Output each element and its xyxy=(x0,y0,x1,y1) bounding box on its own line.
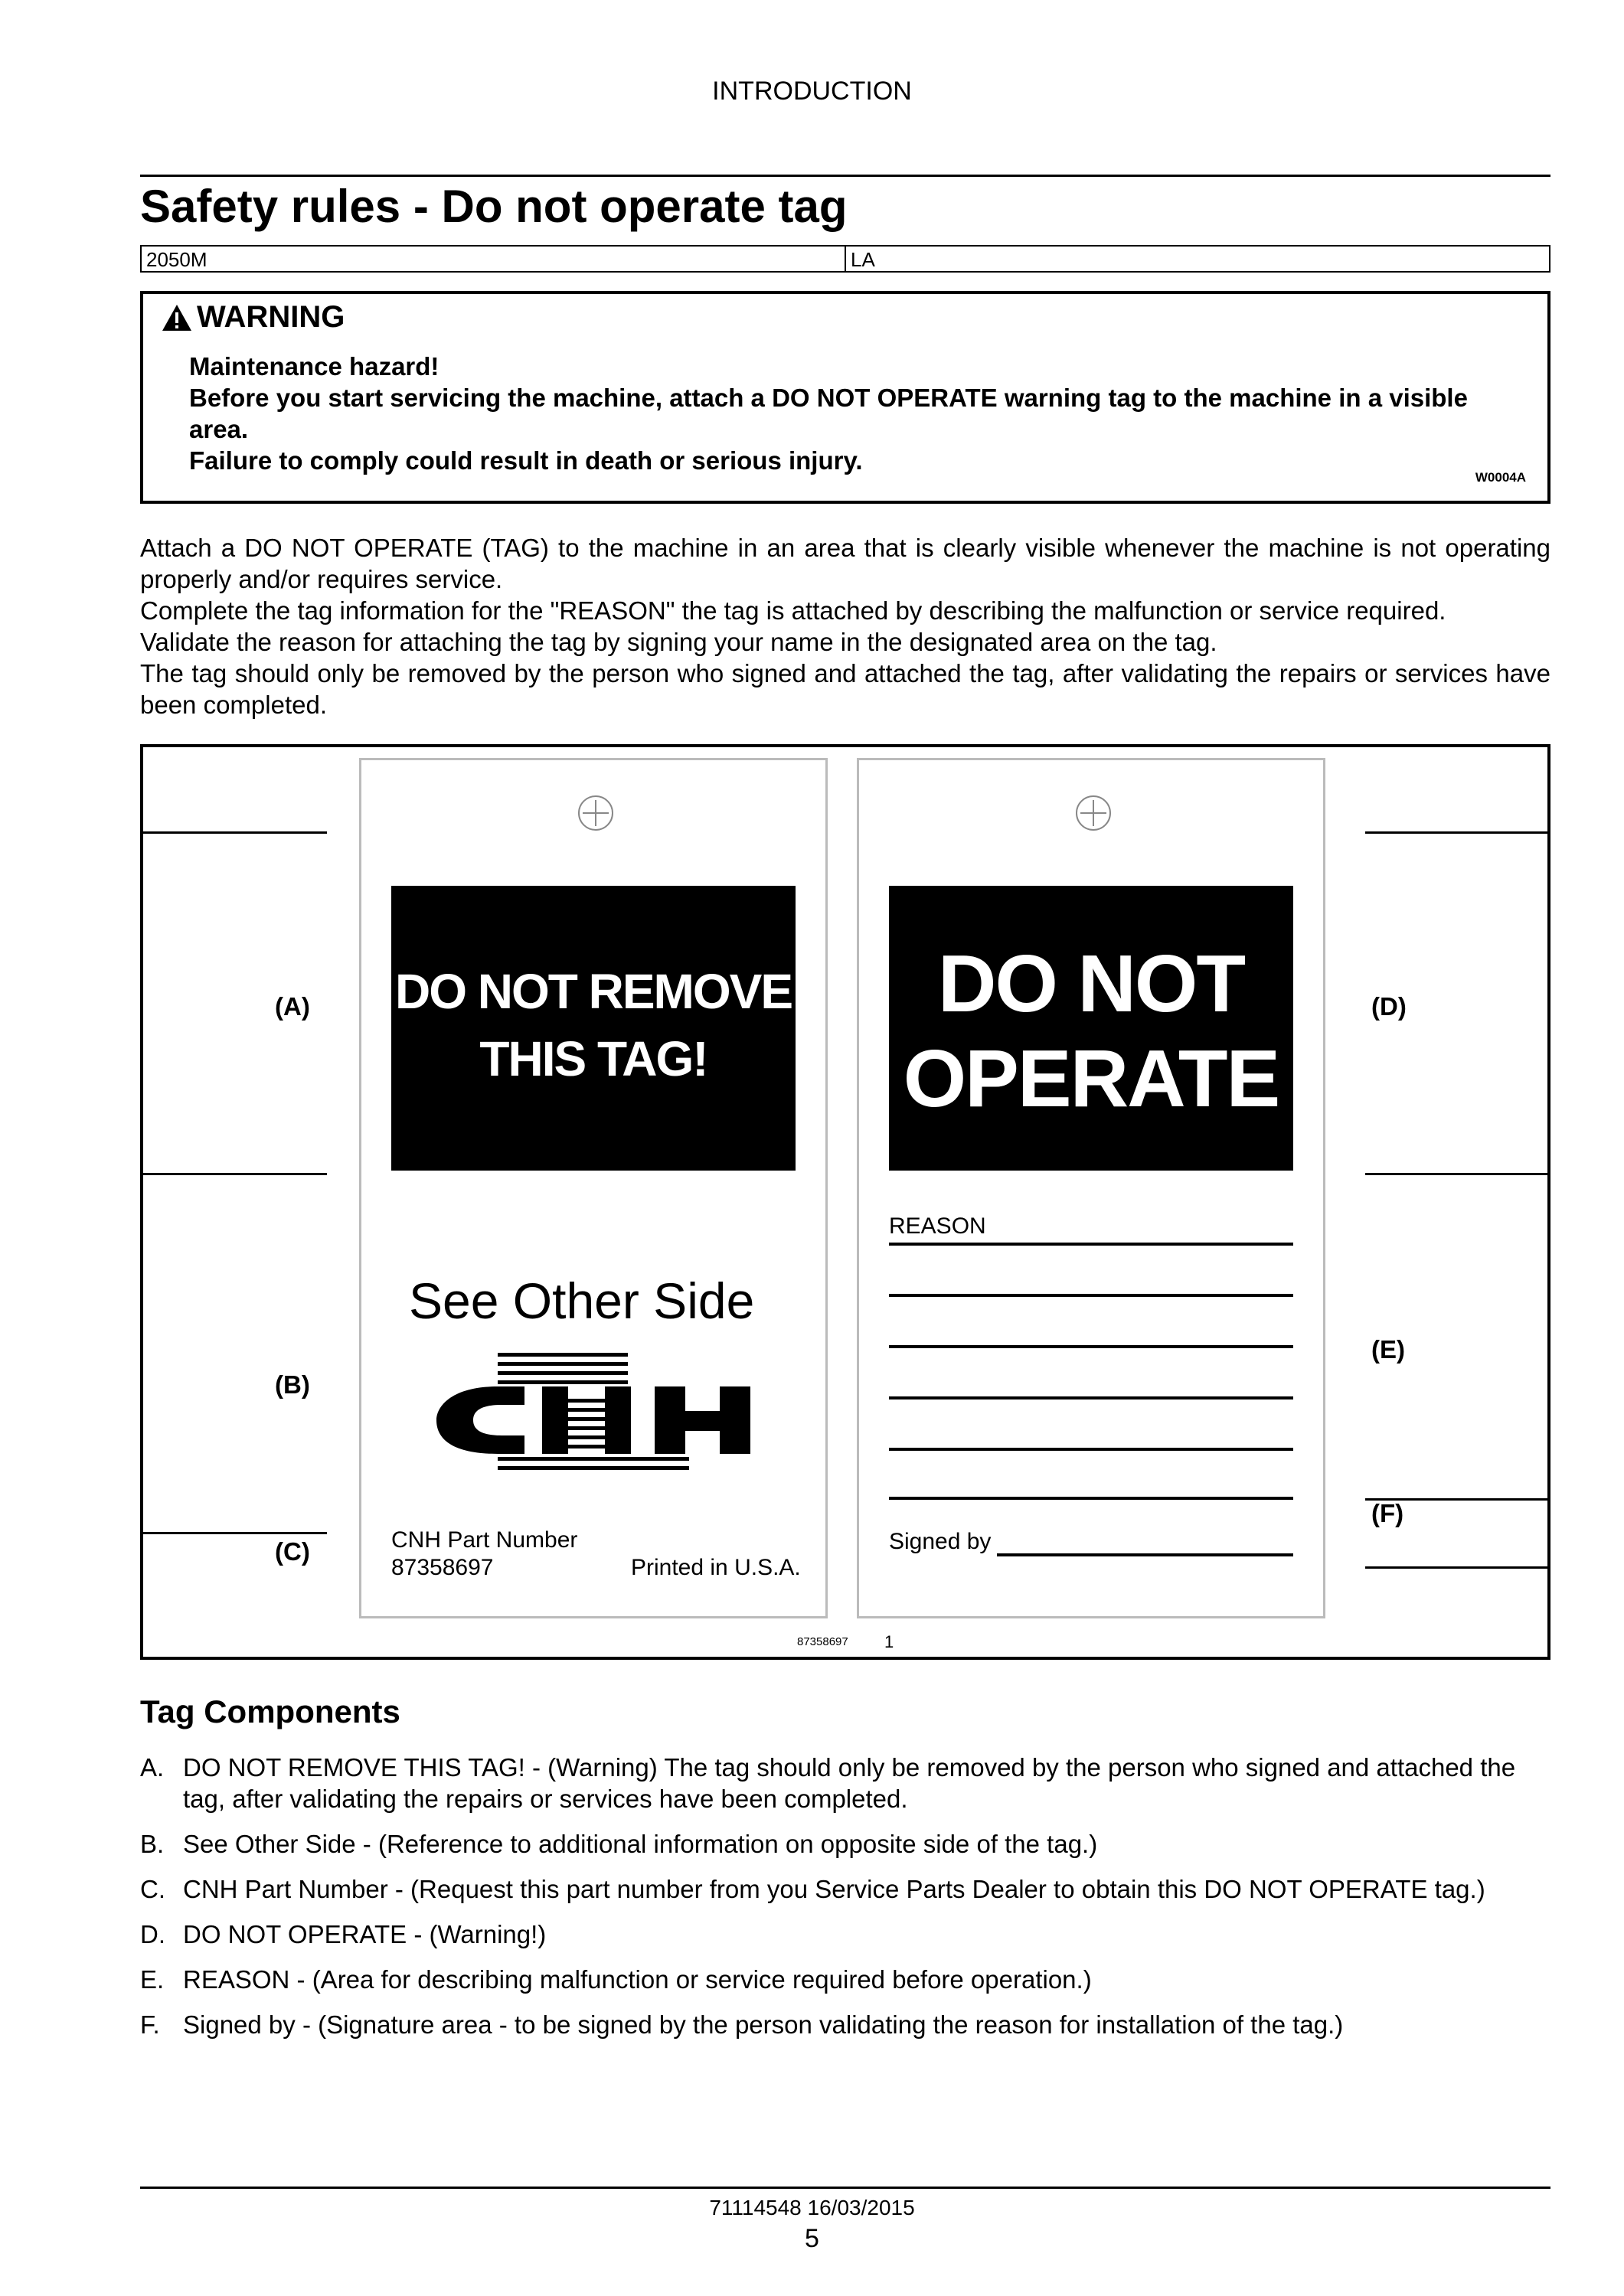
reason-line xyxy=(889,1294,1293,1297)
tag-hole-icon xyxy=(1076,795,1111,831)
section-header: INTRODUCTION xyxy=(712,77,912,106)
list-item-letter: A. xyxy=(140,1753,165,1782)
title-rule xyxy=(140,175,1550,177)
list-item-text: See Other Side - (Reference to additional information on opposite side of the tag.) xyxy=(183,1830,1098,1858)
reason-line xyxy=(889,1396,1293,1399)
callout-rule xyxy=(143,831,327,834)
remove-tag-line2: THIS TAG! xyxy=(479,1031,707,1086)
callout-f: (F) xyxy=(1371,1499,1404,1527)
reason-label: REASON xyxy=(889,1213,986,1239)
warning-box xyxy=(140,291,1550,504)
signature-line xyxy=(997,1553,1293,1556)
callout-rule xyxy=(1365,1566,1547,1569)
warning-heading-text: WARNING xyxy=(197,300,345,334)
callout-rule xyxy=(1365,831,1547,834)
cnh-logo xyxy=(436,1353,752,1475)
list-item-letter: D. xyxy=(140,1920,165,1948)
list-item-letter: B. xyxy=(140,1830,165,1858)
do-not-operate-panel xyxy=(889,886,1293,1171)
callout-rule xyxy=(1365,1173,1547,1175)
list-item-text: Signed by - (Signature area - to be signed by the person validating the reason for installation of the tag.) xyxy=(183,2010,1344,2039)
reason-line xyxy=(889,1448,1293,1451)
tag-components-heading: Tag Components xyxy=(140,1693,400,1729)
reason-line xyxy=(889,1345,1293,1348)
front-tag xyxy=(857,758,1325,1618)
warning-line: Maintenance hazard! xyxy=(189,352,439,380)
body-paragraph: Attach a DO NOT OPERATE (TAG) to the machine in an area that is clearly visible whenever the machine is not operating properly and/or requires service. xyxy=(140,534,1550,593)
warning-code: W0004A xyxy=(1475,470,1526,485)
body-paragraph: Complete the tag information for the "REASON" the tag is attached by describing the malfunction or service required. xyxy=(140,596,1446,625)
list-item xyxy=(140,2009,1550,2040)
reason-line xyxy=(889,1243,1293,1246)
list-item-text: CNH Part Number - (Request this part number from you Service Parts Dealer to obtain this DO NOT OPERATE tag.) xyxy=(183,1875,1485,1903)
part-number-label: CNH Part Number xyxy=(391,1527,578,1553)
body-text xyxy=(140,532,1550,720)
callout-c: (C) xyxy=(275,1537,310,1566)
list-item-text: REASON - (Area for describing malfunction or service required before operation.) xyxy=(183,1965,1092,1994)
reason-line xyxy=(889,1497,1293,1500)
footer-doc-code: 71114548 16/03/2015 xyxy=(709,2196,915,2219)
list-item xyxy=(140,1919,1550,1950)
body-paragraph: Validate the reason for attaching the tag by signing your name in the designated area on the tag. xyxy=(140,628,1217,656)
list-item xyxy=(140,1964,1550,1995)
list-item-letter: E. xyxy=(140,1965,165,1994)
figure-code: 87358697 xyxy=(797,1635,848,1648)
region-cell: LA xyxy=(845,247,1549,271)
callout-b: (B) xyxy=(275,1370,310,1399)
list-item-letter: C. xyxy=(140,1875,165,1903)
warning-heading xyxy=(162,300,345,335)
callout-a: (A) xyxy=(275,992,310,1021)
do-not-operate-line2: OPERATE xyxy=(903,1034,1279,1124)
signed-by-label: Signed by xyxy=(889,1529,992,1554)
body-paragraph: The tag should only be removed by the person who signed and attached the tag, after validating the repairs or services have been completed. xyxy=(140,659,1550,719)
warning-line: Failure to comply could result in death or serious injury. xyxy=(189,446,863,475)
callout-e: (E) xyxy=(1371,1335,1405,1364)
warning-line: Before you start servicing the machine, attach a DO NOT OPERATE warning tag to the machine in a visible area. xyxy=(189,384,1468,443)
callout-rule xyxy=(143,1173,327,1175)
printed-in: Printed in U.S.A. xyxy=(631,1555,801,1580)
warning-triangle-icon xyxy=(162,304,192,331)
list-item-letter: F. xyxy=(140,2010,160,2039)
model-cell: 2050M xyxy=(146,248,207,271)
page-title: Safety rules - Do not operate tag xyxy=(140,181,848,232)
see-other-side: See Other Side xyxy=(409,1272,755,1329)
figure-box xyxy=(140,744,1550,1660)
list-item xyxy=(140,1828,1550,1860)
do-not-operate-line1: DO NOT xyxy=(937,939,1245,1029)
tag-components-list xyxy=(140,1752,1550,2054)
remove-tag-line1: DO NOT REMOVE xyxy=(394,964,792,1019)
remove-tag-panel xyxy=(391,886,796,1171)
callout-d: (D) xyxy=(1371,992,1407,1021)
footer-rule xyxy=(140,2187,1550,2189)
back-tag xyxy=(359,758,828,1618)
figure-number: 1 xyxy=(884,1632,894,1651)
list-item-text: DO NOT OPERATE - (Warning!) xyxy=(183,1920,547,1948)
part-number: 87358697 xyxy=(391,1555,494,1580)
tag-hole-icon xyxy=(578,795,613,831)
list-item xyxy=(140,1873,1550,1905)
info-table xyxy=(140,245,1550,273)
callout-rule xyxy=(143,1532,327,1534)
page-number: 5 xyxy=(805,2224,819,2253)
list-item xyxy=(140,1752,1550,1814)
warning-text xyxy=(189,351,1521,476)
list-item-text: DO NOT REMOVE THIS TAG! - (Warning) The tag should only be removed by the person who signed and attached the tag, after validating the repairs or services have been completed. xyxy=(183,1753,1516,1813)
